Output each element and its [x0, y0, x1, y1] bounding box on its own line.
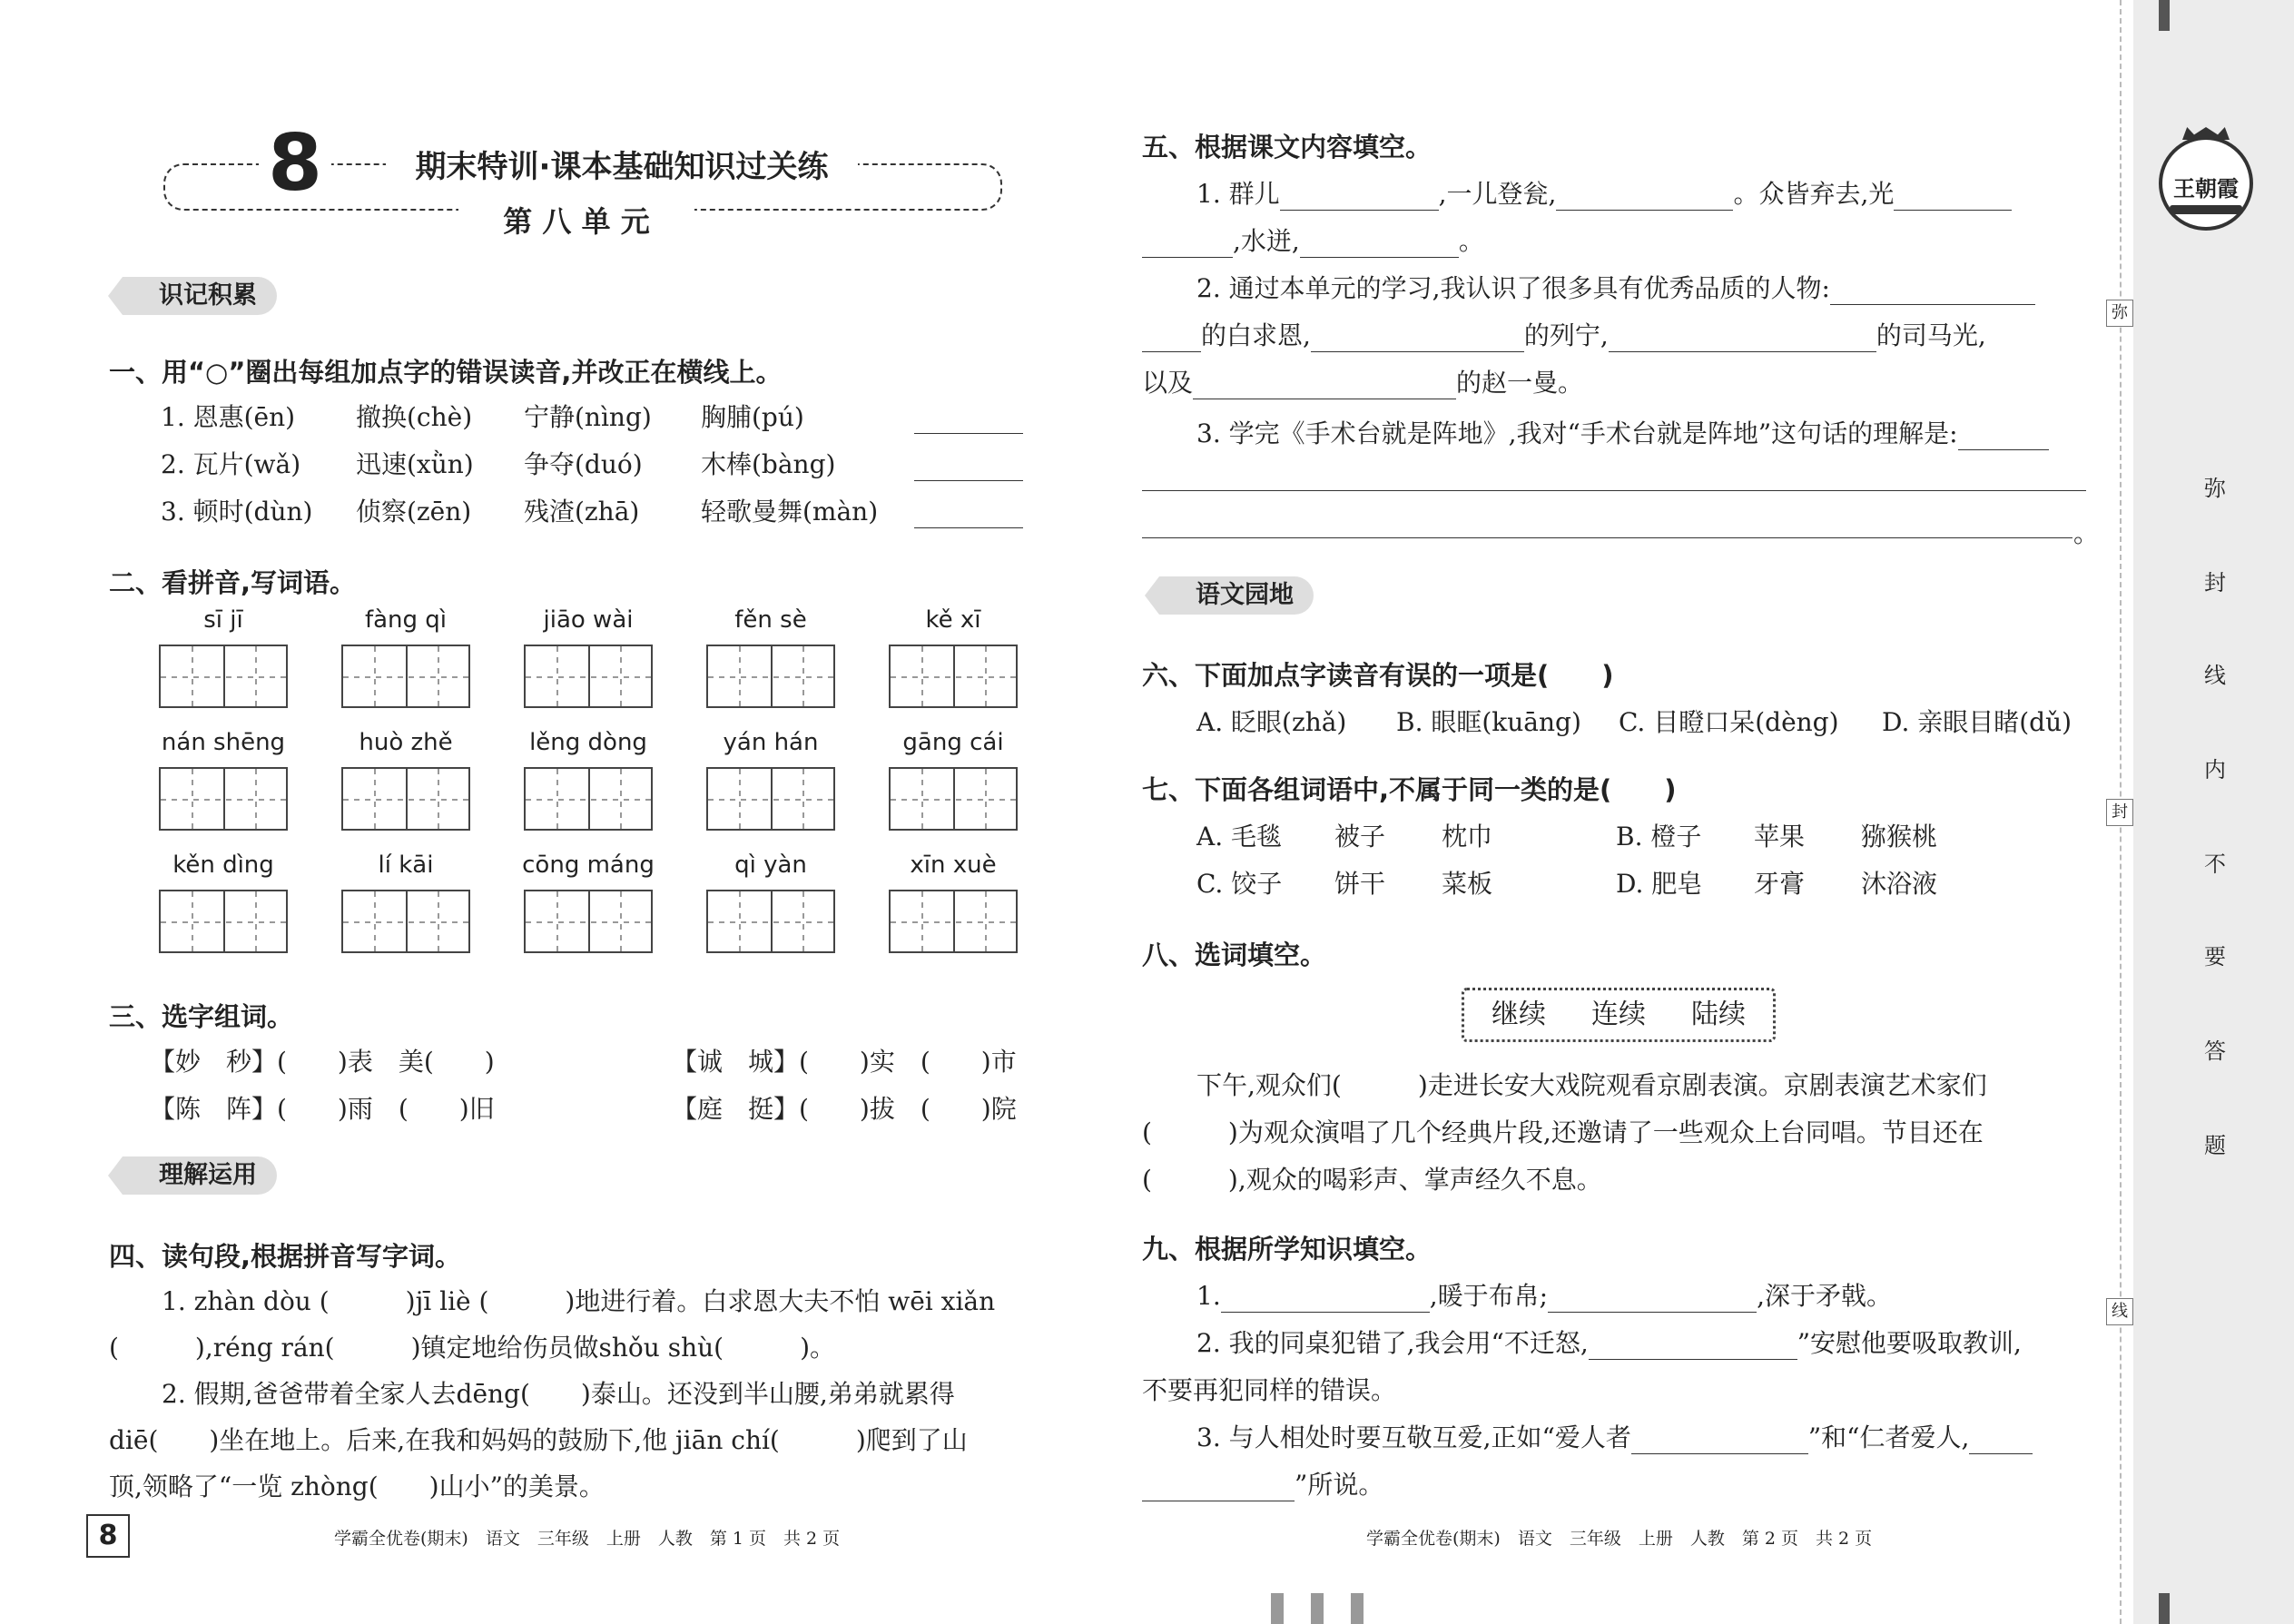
seal-line-char: 题 — [2204, 1133, 2226, 1158]
q1-word: 争夺(duó) — [524, 449, 643, 479]
q1-row-3 — [161, 492, 1023, 528]
pinyin-label: sī jī — [203, 606, 243, 634]
answer-line[interactable] — [1193, 373, 1456, 399]
q3-title: 三、选字组词。 — [109, 1001, 294, 1032]
q1-word: 撤换(chè) — [356, 402, 473, 432]
page-number-badge: 8 — [86, 1514, 130, 1558]
footer-right: 学霸全优卷(期末) 语文 三年级 上册 人教 第 2 页 共 2 页 — [1366, 1529, 1873, 1549]
writing-grid[interactable] — [524, 645, 653, 708]
binding-mark — [1311, 1593, 1324, 1624]
sidebar-bar-top — [2159, 0, 2170, 31]
writing-grid[interactable] — [524, 767, 653, 831]
pinyin-label: huò zhě — [359, 729, 453, 756]
answer-line[interactable] — [914, 408, 1023, 434]
word-option: 连续 — [1591, 999, 1646, 1030]
pinyin-label: xīn xuè — [910, 851, 997, 879]
q1-title: 一、用“○”圈出每组加点字的错误读音,并改正在横线上。 — [109, 357, 783, 388]
answer-line[interactable] — [914, 455, 1023, 481]
writing-grid[interactable] — [159, 645, 288, 708]
q1-word: 2. 瓦片(wǎ) — [161, 449, 301, 479]
q3-right-1: 【诚 城】( )实 ( )市 — [672, 1047, 1017, 1077]
q1-word: 残渣(zhā) — [524, 497, 640, 527]
answer-line[interactable] — [1631, 1428, 1808, 1454]
seal-line-char: 要 — [2204, 944, 2226, 969]
q8-line: ( ),观众的喝彩声、掌声经久不息。 — [1142, 1165, 1602, 1195]
binding-mark — [1351, 1593, 1364, 1624]
pinyin-label: kě xī — [925, 606, 981, 634]
unit-number: 8 — [259, 118, 331, 209]
q4-line: 2. 假期,爸爸带着全家人去dēng( )泰山。还没到半山腰,弟弟就累得 — [162, 1379, 955, 1409]
pinyin-label: fěn sè — [734, 606, 807, 634]
answer-line[interactable] — [1280, 184, 1439, 211]
q1-word: 宁静(nìng) — [524, 402, 652, 432]
writing-grid[interactable] — [889, 890, 1018, 953]
q9-title: 九、根据所学知识填空。 — [1142, 1234, 1433, 1265]
q1-word: 1. 恩惠(ēn) — [161, 402, 296, 432]
answer-line[interactable] — [1969, 1428, 2033, 1454]
q3-right-2: 【庭 挺】( )拔 ( )院 — [672, 1094, 1017, 1124]
q6-option-a[interactable]: A. 眨眼(zhǎ) — [1196, 707, 1347, 737]
answer-line[interactable] — [1142, 231, 1233, 258]
writing-grid[interactable] — [159, 890, 288, 953]
q4-line: 1. zhàn dòu ( )jī liè ( )地进行着。白求恩大夫不怕 wēi xiǎn — [162, 1286, 996, 1316]
writing-grid[interactable] — [159, 767, 288, 831]
pinyin-label: gāng cái — [902, 729, 1004, 756]
seal-mark-xian: 线 — [2106, 1298, 2133, 1325]
word-bank-box — [1462, 988, 1776, 1042]
writing-grid[interactable] — [889, 645, 1018, 708]
unit-header — [159, 118, 999, 239]
answer-line[interactable] — [914, 502, 1023, 528]
answer-line[interactable] — [1589, 1334, 1797, 1360]
pinyin-label: lěng dòng — [529, 729, 647, 756]
q7-row-1: A. 毛毯 被子 枕巾 B. 橙子 苹果 猕猴桃 — [1196, 822, 1938, 851]
answer-line[interactable] — [1609, 326, 1876, 352]
writing-grid[interactable] — [341, 645, 470, 708]
seal-line-char: 线 — [2204, 663, 2226, 688]
q1-word: 胸脯(pú) — [701, 402, 804, 432]
q1-word: 木棒(bàng) — [701, 449, 836, 479]
pinyin-label: qì yàn — [734, 851, 807, 879]
q5-item1: 1. 群儿 ,一儿登瓮, 。众皆弃去,光 — [1196, 174, 2012, 211]
q4-line: diē( )坐在地上。后来,在我和妈妈的鼓励下,他 jiān chí( )爬到了山 — [109, 1425, 968, 1455]
q1-row-2 — [161, 445, 1023, 481]
q6-option-d[interactable]: D. 亲眼目睹(dǔ) — [1882, 707, 2072, 737]
answer-line[interactable] — [1958, 424, 2049, 450]
q1-word: 3. 顿时(dùn) — [161, 497, 313, 527]
q5-item2-end: 以及 的赵一曼。 — [1142, 368, 1584, 398]
q1-row-1 — [161, 398, 1023, 434]
answer-line[interactable] — [1556, 184, 1733, 211]
section-tag-garden: 语文园地 — [1159, 576, 1314, 615]
q7-title: 七、下面各组词语中,不属于同一类的是( ) — [1142, 774, 1677, 805]
writing-grid[interactable] — [341, 767, 470, 831]
pinyin-label: jiāo wài — [543, 606, 634, 634]
seal-line-char: 封 — [2204, 570, 2226, 595]
q2-title: 二、看拼音,写词语。 — [109, 567, 357, 598]
seal-ribbon — [2170, 205, 2242, 214]
q5-item2: 2. 通过本单元的学习,我认识了很多具有优秀品质的人物: — [1196, 269, 2035, 305]
q5-item1-cont: ,水迸, 。 — [1142, 221, 1484, 258]
page-title: 期末特训·课本基础知识过关练 — [386, 145, 858, 189]
q4-line: 顶,领略了“一览 zhòng( )山小”的美景。 — [109, 1471, 605, 1501]
q9-item3: 3. 与人相处时要互敬互爱,正如“爱人者 ”和“仁者爱人, — [1196, 1418, 2033, 1454]
answer-line[interactable] — [1142, 1475, 1295, 1501]
q7-row-2: C. 饺子 饼干 菜板 D. 肥皂 牙膏 沐浴液 — [1196, 869, 1938, 899]
pinyin-label: lí kāi — [378, 851, 434, 879]
q4-line: ( ),réng rán( )镇定地给伤员做shǒu shù( )。 — [109, 1333, 835, 1363]
answer-line[interactable] — [1142, 326, 1201, 352]
seal-line-char: 不 — [2204, 851, 2226, 877]
pinyin-label: kěn dìng — [172, 851, 274, 879]
q1-word: 侦察(zēn) — [356, 497, 472, 527]
answer-line[interactable] — [1548, 1286, 1757, 1313]
q6-option-c[interactable]: C. 目瞪口呆(dèng) — [1619, 707, 1839, 737]
seal-line-char: 答 — [2204, 1038, 2226, 1064]
sidebar-bar-bottom — [2159, 1593, 2170, 1624]
pinyin-label: nán shēng — [161, 729, 286, 756]
answer-line[interactable] — [1830, 279, 2035, 305]
q8-title: 八、选词填空。 — [1142, 940, 1327, 970]
writing-grid[interactable] — [706, 645, 835, 708]
q9-item3-cont: ”所说。 — [1142, 1465, 1383, 1501]
section-tag-memory: 识记积累 — [123, 277, 277, 315]
binding-mark — [1271, 1593, 1284, 1624]
pinyin-label: fàng qì — [364, 606, 448, 634]
seal-name: 王朝霞 — [2173, 175, 2239, 202]
writing-grid[interactable] — [524, 890, 653, 953]
brand-seal-logo — [2159, 136, 2253, 231]
word-option: 陆续 — [1691, 999, 1746, 1030]
q6-title: 六、下面加点字读音有误的一项是( ) — [1142, 660, 1614, 691]
section-tag-apply: 理解运用 — [123, 1156, 277, 1195]
q8-line: ( )为观众演唱了几个经典片段,还邀请了一些观众上台同唱。节目还在 — [1142, 1117, 1984, 1147]
page-subtitle: 第 八 单 元 — [458, 203, 694, 240]
q9-item1: 1. ,暖于布帛; ,深于矛戟。 — [1196, 1281, 1892, 1311]
q6-options — [1196, 703, 2072, 739]
sidebar-strip — [2133, 0, 2294, 1624]
q8-line: 下午,观众们( )走进长安大戏院观看京剧表演。京剧表演艺术家们 — [1196, 1070, 1987, 1100]
q9-item2: 2. 我的同桌犯错了,我会用“不迁怒, ”安慰他要吸取教训, — [1196, 1328, 2022, 1358]
footer-left: 学霸全优卷(期末) 语文 三年级 上册 人教 第 1 页 共 2 页 — [334, 1529, 841, 1549]
q5-item2-cont: 的白求恩, 的列宁, 的司马光, — [1142, 316, 1986, 352]
q9-item2-cont: 不要再犯同样的错误。 — [1142, 1375, 1397, 1405]
q5-end-mark: 。 — [2073, 518, 2100, 548]
writing-grid[interactable] — [706, 767, 835, 831]
writing-grid[interactable] — [706, 890, 835, 953]
answer-line[interactable] — [1894, 184, 2012, 211]
q1-word: 迅速(xǜn) — [356, 449, 474, 479]
answer-line[interactable] — [1221, 1286, 1430, 1313]
seal-line-char: 内 — [2204, 757, 2226, 782]
q5-title: 五、根据课文内容填空。 — [1142, 132, 1433, 162]
seal-mark-mi: 弥 — [2106, 300, 2133, 327]
q1-word: 轻歌曼舞(màn) — [701, 497, 879, 527]
seal-line-char: 弥 — [2204, 476, 2226, 501]
seal-mark-feng: 封 — [2106, 799, 2133, 826]
writing-grid[interactable] — [341, 890, 470, 953]
word-option: 继续 — [1492, 999, 1546, 1030]
pinyin-label: cōng máng — [522, 851, 655, 879]
answer-line[interactable] — [1142, 490, 2086, 491]
pinyin-label: yán hán — [723, 729, 819, 756]
writing-grid[interactable] — [889, 767, 1018, 831]
q4-title: 四、读句段,根据拼音写字词。 — [109, 1241, 462, 1272]
q3-left-2: 【陈 阵】( )雨 ( )旧 — [150, 1094, 495, 1124]
q3-left-1: 【妙 秒】( )表 美( ) — [150, 1047, 495, 1077]
q6-option-b[interactable]: B. 眼眶(kuāng) — [1396, 707, 1581, 737]
answer-line[interactable] — [1311, 326, 1524, 352]
answer-line[interactable] — [1142, 537, 2072, 538]
q5-item3: 3. 学完《手术台就是阵地》,我对“手术台就是阵地”这句话的理解是: — [1196, 414, 2049, 450]
answer-line[interactable] — [1300, 231, 1459, 258]
